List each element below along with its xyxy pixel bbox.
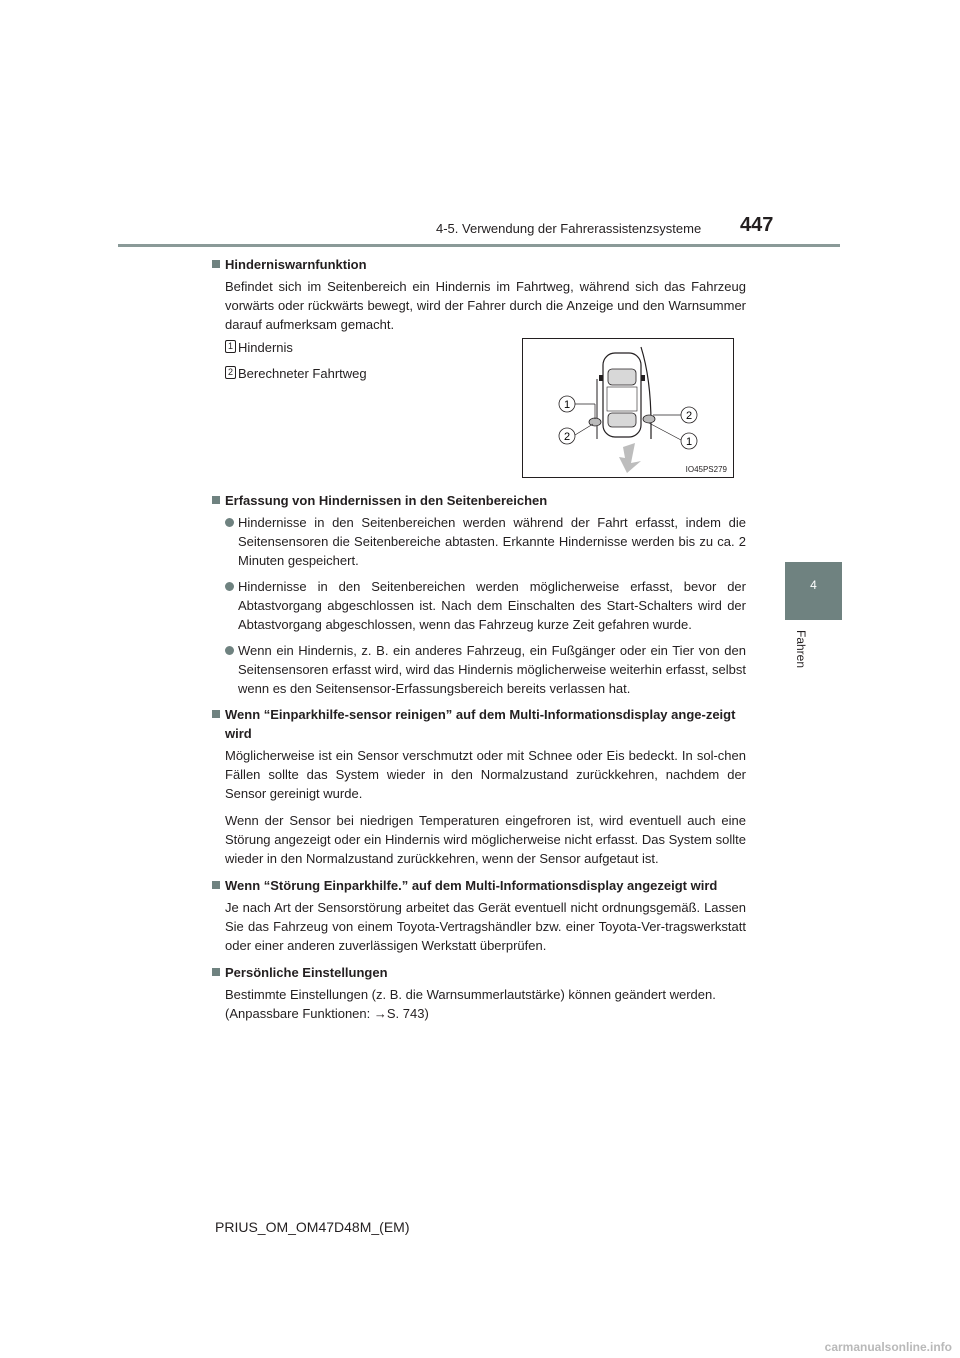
path-line: [641, 347, 651, 439]
section-paragraph: Je nach Art der Sensorstörung arbeitet das Gerät eventuell nicht ordnungsgemäß. Lassen Sie das Fahrzeug von einem Toyota-Vertragshändler bzw. einer Toyota-Ver-tragswerkstatt oder einer anderen zuverlässigen Werkstatt überprüfen.: [225, 900, 746, 953]
heading-square-icon: [212, 260, 220, 268]
chapter-tab-number: 4: [810, 578, 817, 592]
number-badge: 2: [225, 366, 236, 379]
section-paragraph: Möglicherweise ist ein Sensor verschmutzt oder mit Schnee oder Eis bedeckt. In sol-chen Fällen sollte das System wieder in den Normalzustand zurückkehren, nachdem der Sensor gereinigt wurde.: [225, 748, 746, 801]
section-heading-seitenbereiche: Erfassung von Hindernissen in den Seitenbereichen: [212, 491, 746, 510]
bullet-dot-icon: [225, 518, 234, 527]
motion-arrow-icon: [619, 443, 641, 473]
legend-label: Hindernis: [238, 340, 293, 355]
settings-reference: (Anpassbare Funktionen: →S. 743): [225, 1006, 429, 1021]
section-heading-stoerung: Wenn “Störung Einparkhilfe.” auf dem Multi-Informationsdisplay angezeigt wird: [212, 876, 746, 895]
number-badge: 1: [225, 340, 236, 353]
section-heading-hinderniswarnfunktion: Hinderniswarnfunktion: [212, 255, 746, 274]
sensor-icon: [643, 415, 655, 423]
heading-square-icon: [212, 968, 220, 976]
bullet-item: Hindernisse in den Seitenbereichen werden möglicherweise erfasst, bevor der Abtastvorgang abgeschlossen ist. Nach dem Einschalten des Start-Schalters wird der Abtastvorgang abgeschlossen, wenn das Fahrzeug kurze Zeit gefahren wurde.: [225, 577, 746, 634]
watermark: carmanualsonline.info: [824, 1340, 952, 1354]
page-number: 447: [740, 214, 774, 236]
settings-line: Bestimmte Einstellungen (z. B. die Warnsummerlautstärke) können geändert werden.: [225, 987, 716, 1002]
chapter-tab-label: Fahren: [794, 630, 808, 669]
legend-item-2: [225, 364, 518, 390]
footer-doc-code: PRIUS_OM_OM47D48M_(EM): [215, 1219, 410, 1235]
heading-square-icon: [212, 496, 220, 504]
heading-square-icon: [212, 710, 220, 718]
car-diagram: [523, 339, 733, 477]
callout-number: 1: [563, 399, 571, 411]
section-paragraph: [225, 985, 746, 1023]
obstacle-warning-figure: [522, 338, 734, 478]
section-paragraph: Wenn der Sensor bei niedrigen Temperaturen eingefroren ist, wird eventuell auch eine Störung angezeigt oder ein Hindernis wird möglicherweise nicht erfasst. Das System sollte wieder in den Normalzustand zurückkehren, wenn der Sensor aufgetaut ist.: [225, 813, 746, 866]
figure-code: IO45PS279: [685, 465, 727, 474]
heading-square-icon: [212, 881, 220, 889]
sensor-icon: [589, 418, 601, 426]
legend-item-1: [225, 338, 518, 364]
legend-label: Berechneter Fahrtweg: [238, 366, 367, 381]
callout-number: 1: [685, 436, 693, 448]
bullet-item: Wenn ein Hindernis, z. B. ein anderes Fahrzeug, ein Fußgänger oder ein Tier von den Seitensensoren erfasst wird, wird das Hindernis möglicherweise weiterhin erfasst, selbst wenn es den Seitensensor-Erfassungsbereich bereits verlassen hat.: [225, 641, 746, 698]
callout-number: 2: [685, 410, 693, 422]
bullet-dot-icon: [225, 582, 234, 591]
section-heading-sensor-reinigen: Wenn “Einparkhilfe-sensor reinigen” auf dem Multi-Informationsdisplay ange-zeigt wird: [212, 705, 746, 743]
section-heading-einstellungen: Persönliche Einstellungen: [212, 963, 746, 982]
bullet-dot-icon: [225, 646, 234, 655]
callout-number: 2: [563, 431, 571, 443]
header-divider: [118, 244, 840, 247]
bullet-item: Hindernisse in den Seitenbereichen werden während der Fahrt erfasst, indem die Seitensensoren die Seitenbereiche abtasten. Erkannte Hindernisse werden bis zu ca. 2 Minuten gespeichert.: [225, 513, 746, 570]
car-icon: [599, 353, 645, 437]
section-header-title: 4-5. Verwendung der Fahrerassistenzsysteme: [436, 221, 702, 236]
section-paragraph: Befindet sich im Seitenbereich ein Hindernis im Fahrtweg, während sich das Fahrzeug vorwärts oder rückwärts bewegt, wird der Fahrer durch die Anzeige und den Warnsummer darauf aufmerksam gemacht.: [225, 279, 746, 332]
